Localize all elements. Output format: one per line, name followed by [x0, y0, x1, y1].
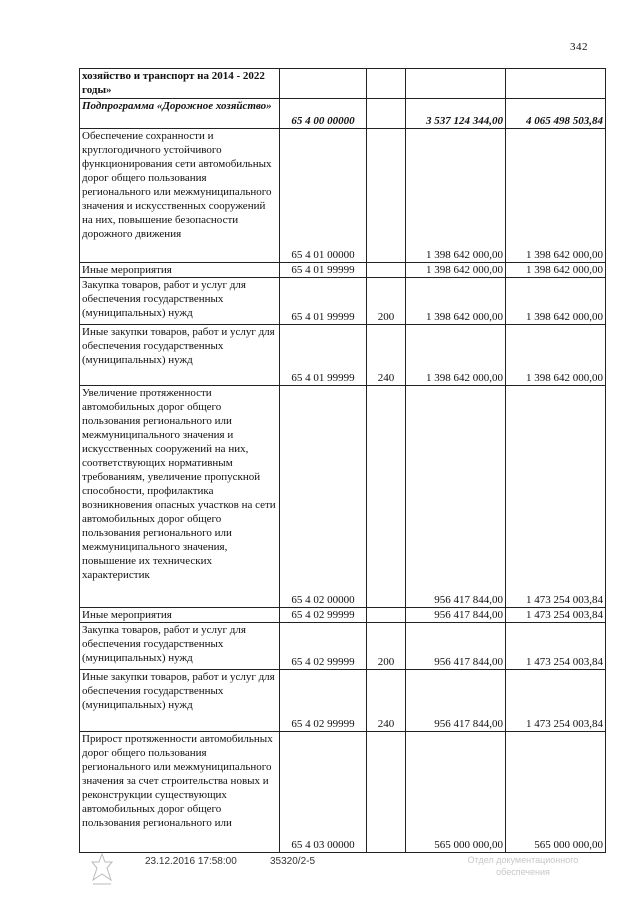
- row-type-cell: 240: [367, 670, 406, 732]
- table-row: [80, 263, 606, 278]
- page-number: 342: [570, 41, 588, 53]
- row-sum-2016-cell: 565 000 000,00: [406, 732, 506, 853]
- row-code-cell: 65 4 01 00000: [280, 129, 367, 263]
- row-name-cell: Прирост протяженности автомобильных дорог общего пользования регионального или межмуниципального значения за счет строительства новых и реконструкции существующих автомобильных дорог общего пользования регионального или: [80, 732, 280, 853]
- row-name-cell: Иные закупки товаров, работ и услуг для обеспечения государственных (муниципальных) нужд: [80, 325, 280, 386]
- row-code-cell: 65 4 00 00000: [280, 99, 367, 129]
- table-row: [80, 278, 606, 325]
- row-sum-2016-cell: 3 537 124 344,00: [406, 99, 506, 129]
- footer-stamp-icon: [87, 852, 117, 888]
- row-name-cell: Закупка товаров, работ и услуг для обеспечения государственных (муниципальных) нужд: [80, 278, 280, 325]
- row-code-cell: 65 4 02 00000: [280, 386, 367, 608]
- row-sum-2017-cell: 1 473 254 003,84: [506, 386, 606, 608]
- row-code-cell: 65 4 02 99999: [280, 670, 367, 732]
- table-row: [80, 670, 606, 732]
- row-name-cell: хозяйство и транспорт на 2014 - 2022 годы»: [80, 69, 280, 99]
- row-sum-2016-cell: 956 417 844,00: [406, 623, 506, 670]
- table-row: [80, 386, 606, 608]
- row-sum-2017-cell: 1 473 254 003,84: [506, 608, 606, 623]
- row-name-cell: Подпрограмма «Дорожное хозяйство»: [80, 99, 280, 129]
- table-row: [80, 69, 606, 99]
- row-type-cell: [367, 99, 406, 129]
- row-type-cell: 200: [367, 623, 406, 670]
- row-type-cell: [367, 386, 406, 608]
- footer-doc-code: 35320/2-5: [270, 856, 316, 867]
- row-sum-2016-cell: 956 417 844,00: [406, 670, 506, 732]
- row-code-cell: 65 4 01 99999: [280, 325, 367, 386]
- row-sum-2017-cell: 1 473 254 003,84: [506, 670, 606, 732]
- table-row: [80, 608, 606, 623]
- row-name-cell: Увеличение протяженности автомобильных дорог общего пользования регионального или межмуниципального значения и искусственных сооружений на них, соответствующих нормативным требованиям, увеличение пропускной способности, профилактика возникновения опасных участков на сети автомобильных дорог общего пользования регионального или межмуниципального значения, повышение их технических характеристик: [80, 386, 280, 608]
- row-type-cell: [367, 608, 406, 623]
- row-sum-2017-cell: 1 398 642 000,00: [506, 325, 606, 386]
- row-sum-2017-cell: 4 065 498 503,84: [506, 99, 606, 129]
- footer-watermark: Отдел документационного обеспечения: [467, 855, 579, 877]
- row-type-cell: [367, 129, 406, 263]
- row-code-cell: 65 4 01 99999: [280, 278, 367, 325]
- row-sum-2017-cell: 1 398 642 000,00: [506, 129, 606, 263]
- row-code-cell: 65 4 01 99999: [280, 263, 367, 278]
- row-sum-2016-cell: 956 417 844,00: [406, 386, 506, 608]
- row-name-cell: Иные мероприятия: [80, 263, 280, 278]
- row-name-cell: Обеспечение сохранности и круглогодичного устойчивого функционирования сети автомобильных дорог общего пользования регионального или межмуниципального значения и искусственных сооружений на них, повышение безопасности дорожного движения: [80, 129, 280, 263]
- table-row: [80, 623, 606, 670]
- row-sum-2016-cell: 1 398 642 000,00: [406, 278, 506, 325]
- row-type-cell: [367, 732, 406, 853]
- row-name-cell: Иные мероприятия: [80, 608, 280, 623]
- row-code-cell: 65 4 02 99999: [280, 623, 367, 670]
- row-code-cell: [280, 69, 367, 99]
- budget-table-body: [80, 69, 606, 853]
- row-sum-2016-cell: [406, 69, 506, 99]
- row-sum-2016-cell: 1 398 642 000,00: [406, 129, 506, 263]
- row-sum-2017-cell: 1 398 642 000,00: [506, 263, 606, 278]
- footer-datetime: 23.12.2016 17:58:00: [145, 856, 237, 867]
- table-row: [80, 732, 606, 853]
- table-row: [80, 325, 606, 386]
- row-sum-2017-cell: 1 398 642 000,00: [506, 278, 606, 325]
- table-row: [80, 99, 606, 129]
- row-name-cell: Закупка товаров, работ и услуг для обеспечения государственных (муниципальных) нужд: [80, 623, 280, 670]
- row-code-cell: 65 4 02 99999: [280, 608, 367, 623]
- row-sum-2016-cell: 956 417 844,00: [406, 608, 506, 623]
- row-sum-2017-cell: 565 000 000,00: [506, 732, 606, 853]
- row-sum-2017-cell: [506, 69, 606, 99]
- row-sum-2017-cell: 1 473 254 003,84: [506, 623, 606, 670]
- row-sum-2016-cell: 1 398 642 000,00: [406, 325, 506, 386]
- row-type-cell: [367, 69, 406, 99]
- budget-table: [79, 68, 606, 853]
- row-name-cell: Иные закупки товаров, работ и услуг для обеспечения государственных (муниципальных) нужд: [80, 670, 280, 732]
- row-type-cell: 240: [367, 325, 406, 386]
- table-row: [80, 129, 606, 263]
- row-code-cell: 65 4 03 00000: [280, 732, 367, 853]
- row-sum-2016-cell: 1 398 642 000,00: [406, 263, 506, 278]
- row-type-cell: [367, 263, 406, 278]
- row-type-cell: 200: [367, 278, 406, 325]
